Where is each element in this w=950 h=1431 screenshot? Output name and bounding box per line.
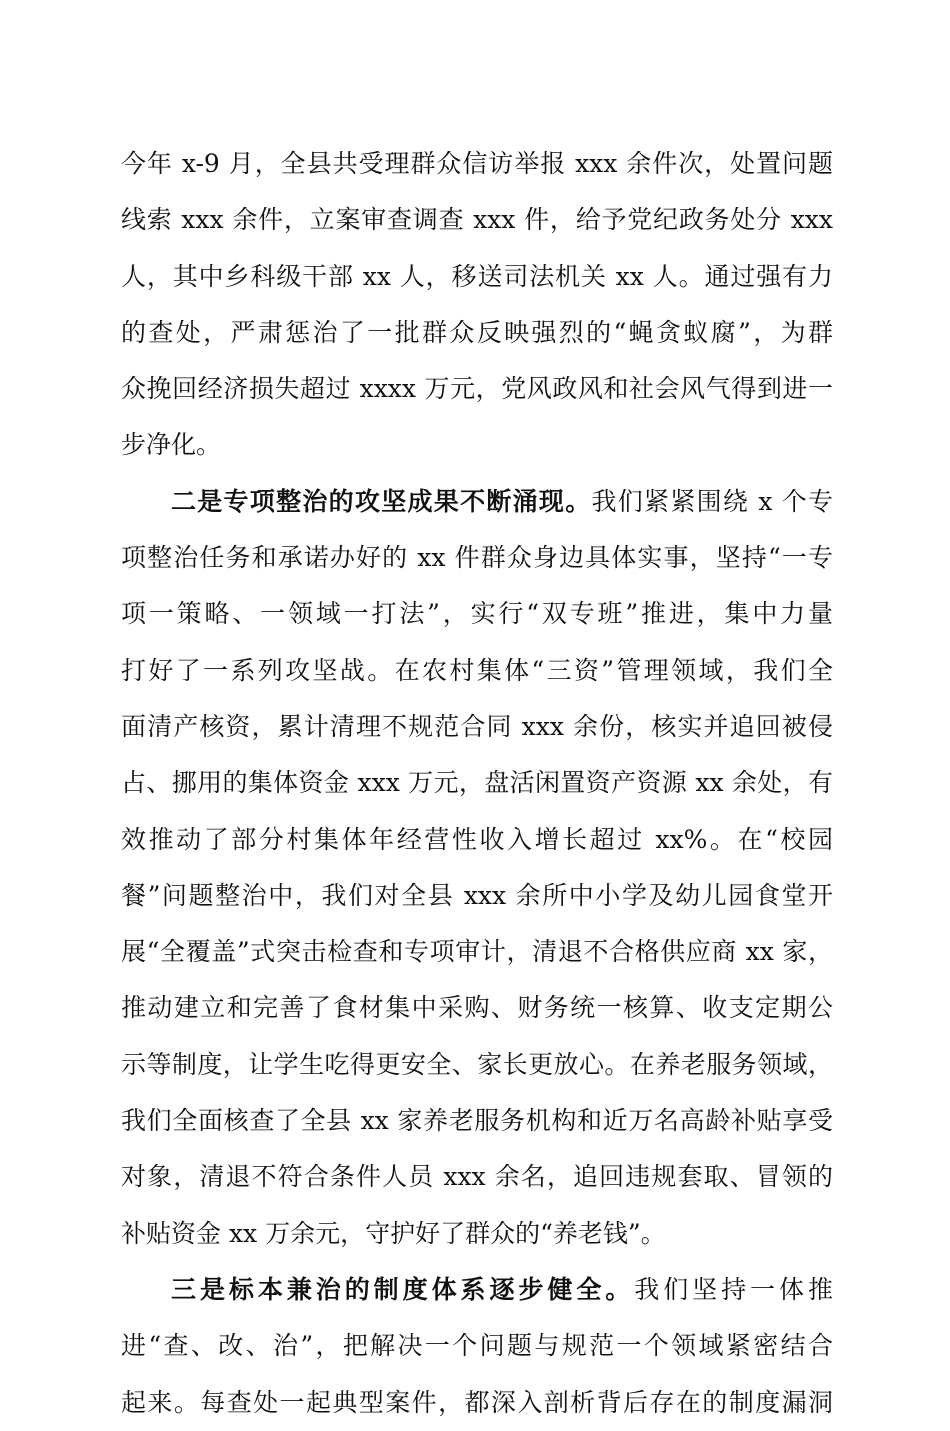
paragraph-3-first-line: [121, 1262, 833, 1318]
text-run: 我们坚持一体推: [634, 1274, 833, 1304]
document-body: [121, 136, 833, 1431]
text-line: 占、挪用的集体资金 xxx 万元，盘活闲置资产资源 xx 余处，有: [121, 768, 833, 798]
text-line: 进“查、改、治”，把解决一个问题与规范一个领域紧密结合: [121, 1331, 833, 1361]
text-line: 线索 xxx 余件，立案审查调查 xxx 件，给予党纪政务处分 xxx: [121, 205, 833, 235]
text-line: 面清产核资，累计清理不规范合同 xxx 余份，核实并追回被侵: [121, 711, 833, 741]
text-line: 展“全覆盖”式突击检查和专项审计，清退不合格供应商 xx 家，: [121, 937, 833, 967]
text-line: 步净化。: [121, 430, 222, 460]
text-line: 我们全面核查了全县 xx 家养老服务机构和近万名高龄补贴享受: [121, 1106, 833, 1136]
text-line: 示等制度，让学生吃得更安全、家长更放心。在养老服务领域，: [121, 1049, 833, 1079]
text-line: 补贴资金 xx 万余元，守护好了群众的“养老钱”。: [121, 1218, 666, 1248]
text-line: 的查处，严肃惩治了一批群众反映强烈的“蝇贪蚁腐”，为群: [121, 317, 833, 347]
text-line: 起来。每查处一起典型案件，都深入剖析背后存在的制度漏洞: [121, 1387, 833, 1417]
text-line: 项整治任务和承诺办好的 xx 件群众身边具体实事，坚持“一专: [121, 543, 833, 573]
text-line: 项一策略、一领域一打法”，实行“双专班”推进，集中力量: [121, 599, 833, 629]
paragraph-2-first-line: [121, 474, 833, 530]
text-line: 今年 x-9 月，全县共受理群众信访举报 xxx 余件次，处置问题: [121, 149, 833, 178]
text-run: 我们紧紧围绕 x 个专: [591, 486, 833, 516]
text-line: 众挽回经济损失超过 xxxx 万元，党风政风和社会风气得到进一: [121, 374, 833, 404]
text-line: 餐”问题整治中，我们对全县 xxx 余所中小学及幼儿园食堂开: [121, 880, 833, 910]
text-line: 人，其中乡科级干部 xx 人，移送司法机关 xx 人。通过强有力: [121, 261, 833, 291]
text-line: 效推动了部分村集体年经营性收入增长超过 xx%。在“校园: [121, 824, 833, 854]
paragraph-heading: 三是标本兼治的制度体系逐步健全。: [171, 1274, 635, 1304]
text-line: 推动建立和完善了食材集中采购、财务统一核算、收支定期公: [121, 993, 833, 1023]
paragraph-heading: 二是专项整治的攻坚成果不断涌现。: [171, 486, 592, 516]
text-line: 对象，清退不符合条件人员 xxx 余名，追回违规套取、冒领的: [121, 1162, 833, 1192]
text-line: 打好了一系列攻坚战。在农村集体“三资”管理领域，我们全: [121, 655, 833, 685]
